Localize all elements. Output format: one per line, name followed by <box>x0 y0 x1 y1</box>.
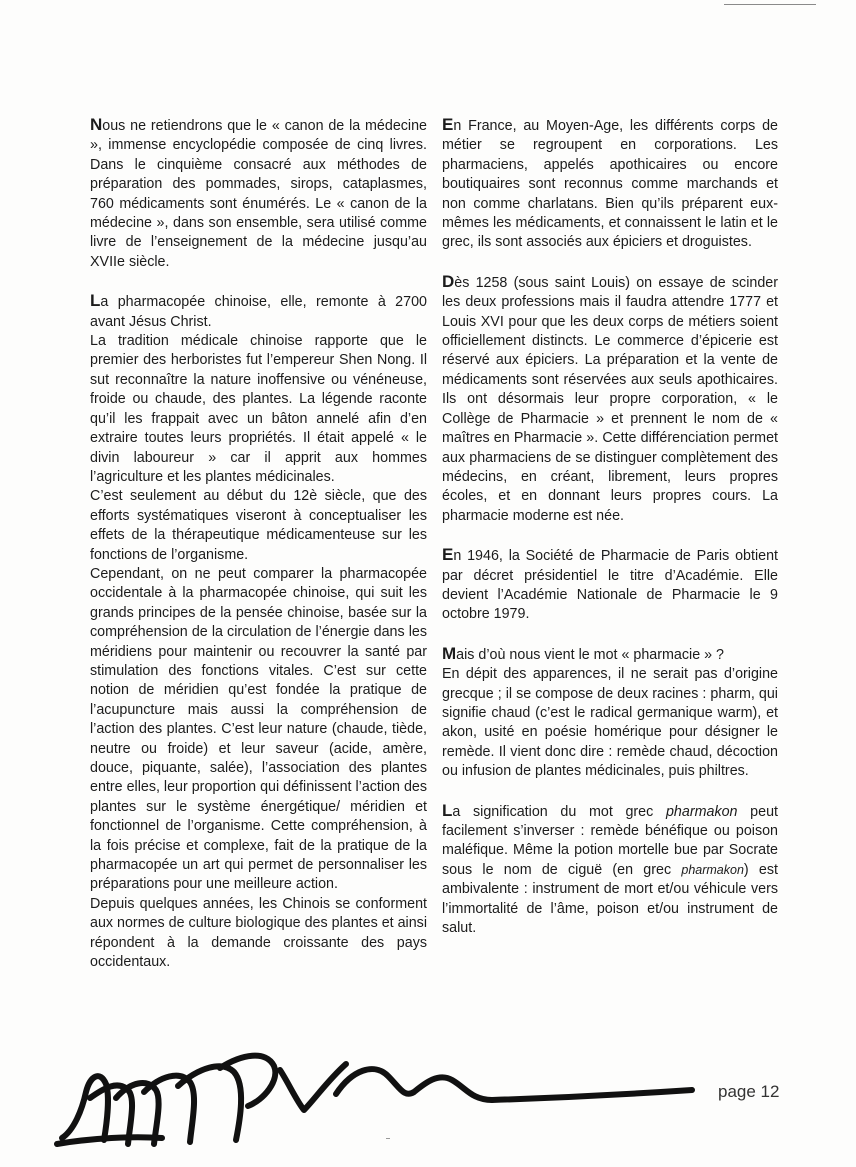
paragraph-text: ous ne retiendrons que le « canon de la médecine », immense encyclopédie composée de cinq livres. Dans le cinquième consacré aux méthodes de préparation des pommades, sirops, cataplasmes, 760 médicaments sont énumérés. Le « canon de la médecine », dans son ensemble, sera utilisé comme livre de l’enseignement de la médecine jusqu’au XVIIe siècle. <box>90 118 427 270</box>
drop-letter: E <box>442 115 454 134</box>
paragraph-etymologie: En dépit des apparences, il ne serait pas d’origine grecque ; il se compose de deux racines : pharm, qui signifie chaud (c’est le radical germanique warm), et akon, usité en poésie homérique pour désigner le remède. Il vient donc dire : remède chaud, décoction ou infusion de plantes médicinales, puis philtres. <box>442 666 778 780</box>
paragraph-1258 <box>442 272 778 526</box>
paragraph-text: peut facilement s’inverser : remède bénéfique ou poison maléfique. Même la potion mortelle bue par Socrate sous le nom de ciguë (en grec <box>442 803 778 878</box>
paragraph-pharmakon <box>442 801 778 939</box>
paragraph-culture-biologique: Depuis quelques années, les Chinois se conforment aux normes de culture biologique des plantes et ainsi répondent à la demande croissante des pays occidentaux. <box>90 895 427 971</box>
paragraph-shen-nong: La tradition médicale chinoise rapporte que le premier des herboristes fut l’empereur Shen Nong. Il sut reconnaître la nature inoffensive ou vénéneuse, froide ou chaude, des plantes. La légende raconte qu’il les frappait avec un bâton annelé afin d’en extraire toutes leurs propriétés. Il était appelé « le divin laboureur » car il apprit aux hommes l’agriculture et les plantes médicinales. <box>90 333 427 485</box>
handwritten-signature <box>52 1040 702 1155</box>
paragraph-question-pharmacie <box>442 644 778 665</box>
term-pharmakon: pharmakon <box>681 862 744 877</box>
paragraph-canon <box>90 115 427 272</box>
paragraph-moyen-age <box>442 115 778 253</box>
drop-letter: L <box>442 800 453 820</box>
paragraph-text: ais d’où nous vient le mot « pharmacie » ? <box>456 646 724 663</box>
term-pharmakon: pharmakon <box>665 803 738 820</box>
paragraph-text: ) est ambivalente : instrument de mort et/ou véhicule vers l’immortalité de l’âme, poison et/ou instrument de salut. <box>442 861 778 937</box>
drop-letter: D <box>442 271 455 291</box>
paragraph-text: n France, au Moyen-Age, les différents corps de métier se regroupent en corporations. Les pharmaciens, appelés apothicaires ou encore boutiquaires sont reconnus comme marchands et non comme charlatans. Bien qu’ils préparent eux-mêmes les médicaments, et connaissent le latin et le grec, ils sont associés aux épiciers et droguistes. <box>442 118 778 251</box>
speck <box>386 1138 390 1139</box>
paragraph-12e-siecle: C’est seulement au début du 12è siècle, que des efforts systématiques viseront à conceptualiser les effets de la thérapeutique médicamenteuse sur les fonctions de l’organisme. <box>90 488 427 563</box>
paragraph-1946 <box>442 545 778 625</box>
paragraph-pharmacopee-chinoise <box>90 291 427 332</box>
paragraph-meridiens: Cependant, on ne peut comparer la pharmacopée occidentale à la pharmacopée chinoise, qui suit les grands principes de la pensée chinoise, basée sur la compréhension de la circulation de l’énergie dans les méridiens pour maintenir ou recouvrer la santé par stimulation des fonctions vitales. C’est sur cette notion de méridien qu’est fondée la pratique de l’acupuncture mais aussi la compréhension de l’action des plantes. C’est leur nature (chaude, tiède, neutre ou froide) et leur saveur (acide, amère, douce, piquante, salée), l’association des plantes entre elles, leur proportion qui définissent l’action des plantes sur le système énergétique/ méridien et fonctionnel de l’organisme. Cette compréhension, à la fois précise et complexe, fait de la pratique de la pharmacopée un art qui permet de personnaliser les préparations pour une meilleure action. <box>90 565 427 893</box>
paragraph-text: a signification du mot grec <box>452 803 666 820</box>
drop-letter: N <box>90 115 103 134</box>
left-column <box>90 115 427 972</box>
right-column <box>442 115 778 957</box>
drop-letter: M <box>442 643 457 663</box>
paragraph-text: a pharmacopée chinoise, elle, remonte à 2700 avant Jésus Christ. <box>90 294 427 330</box>
paragraph-text: ès 1258 (sous saint Louis) on essaye de scinder les deux professions mais il faudra attendre 1777 et Louis XVI pour que les deux corps de métiers soient officiellement distincts. Le commerce d’épicerie est réservé aux épiciers. La préparation et la vente de médicaments sont réservées aux seuls apothicaires. Ils ont désormais leur propre corporation, « le Collège de Pharmacie » et prennent le nom de « maîtres en Pharmacie ». Cette différenciation permet aux pharmaciens de se distinguer complètement des médecins, en créant, librement, leurs propres écoles, et en donnant leurs propres cours. La pharmacie moderne est née. <box>442 274 778 524</box>
drop-letter: L <box>90 291 101 311</box>
drop-letter: E <box>442 545 454 565</box>
paragraph-text: n 1946, la Société de Pharmacie de Paris obtient par décret présidentiel le titre d’Académie. Elle devient l’Académie Nationale de Pharmacie le 9 octobre 1979. <box>442 548 778 623</box>
top-edge-line <box>724 4 816 5</box>
page-number: page 12 <box>718 1082 780 1101</box>
